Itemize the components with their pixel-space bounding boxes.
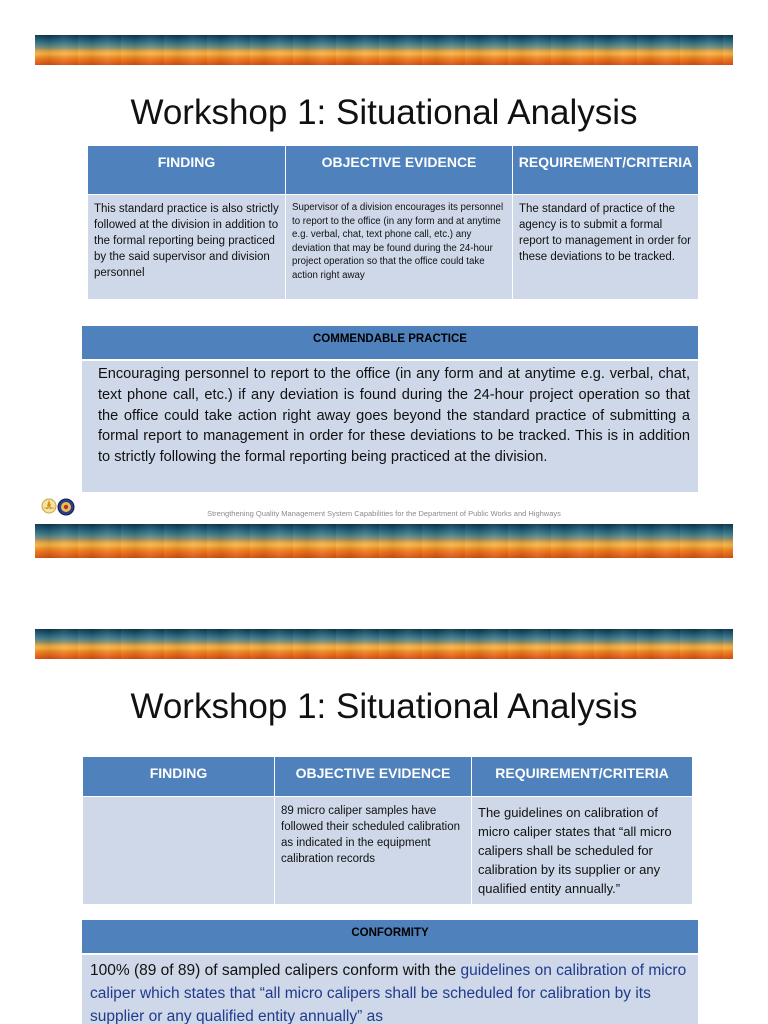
conformity-body-guideline: guidelines on calibration of micro caliper bbox=[90, 962, 687, 1002]
commendable-practice-heading: COMMENDABLE PRACTICE bbox=[82, 326, 698, 359]
header-finding: FINDING bbox=[83, 757, 275, 797]
cell-objective-evidence: Supervisor of a division encourages its personnel to report to the office (in any form and at anytime e.g. verbal, chat, text phone call, etc.) any deviation that may be found during the 24-hour project operation so that the office could take action right away bbox=[286, 195, 513, 300]
slide-title: Workshop 1: Situational Analysis bbox=[130, 93, 638, 132]
cell-finding bbox=[83, 797, 275, 905]
slide-2 bbox=[0, 594, 768, 1024]
commendable-practice-body: Encouraging personnel to report to the office (in any form and at anytime e.g. verbal, chat, text phone call, etc.) if any deviation is found during the 24-hour project operation so that the office could take action right away goes beyond the standard practice of submitting a formal report to management in order for these deviations to be tracked. This is in addition to strictly following the formal reporting being practiced at the division. bbox=[82, 361, 698, 492]
analysis-table bbox=[87, 145, 699, 300]
slide-title: Workshop 1: Situational Analysis bbox=[130, 687, 638, 726]
footer-text: Strengthening Quality Management System Capabilities for the Department of Public Works and Highways bbox=[207, 509, 561, 518]
analysis-table bbox=[82, 756, 693, 905]
top-banner-image bbox=[35, 629, 733, 659]
cell-finding: This standard practice is also strictly followed at the division in addition to the formal reporting being practiced by the said supervisor and division personnel bbox=[88, 195, 286, 300]
header-requirement-criteria: REQUIREMENT/CRITERIA bbox=[472, 757, 693, 797]
cell-requirement: The guidelines on calibration of micro caliper states that “all micro calipers shall be scheduled for calibration by its supplier or any qualified entity annually.” bbox=[472, 797, 693, 905]
header-objective-evidence: OBJECTIVE EVIDENCE bbox=[275, 757, 472, 797]
conformity-body-start: 100% (89 of 89) of sampled calipers conform with the bbox=[90, 962, 461, 979]
header-requirement-criteria: REQUIREMENT/CRITERIA bbox=[513, 146, 699, 195]
conformity-heading: CONFORMITY bbox=[82, 920, 698, 953]
bottom-banner-image bbox=[35, 524, 733, 558]
conformity-body-end: which states that “all micro calipers shall be scheduled for calibration by its supplier or any qualified entity annually” as bbox=[90, 985, 651, 1024]
conformity-body bbox=[82, 955, 698, 1024]
header-finding: FINDING bbox=[88, 146, 286, 195]
header-objective-evidence: OBJECTIVE EVIDENCE bbox=[286, 146, 513, 195]
cell-objective-evidence: 89 micro caliper samples have followed their scheduled calibration as indicated in the equipment calibration records bbox=[275, 797, 472, 905]
top-banner-image bbox=[35, 35, 733, 65]
cell-requirement: The standard of practice of the agency is to submit a formal report to management in order for these deviations to be tracked. bbox=[513, 195, 699, 300]
